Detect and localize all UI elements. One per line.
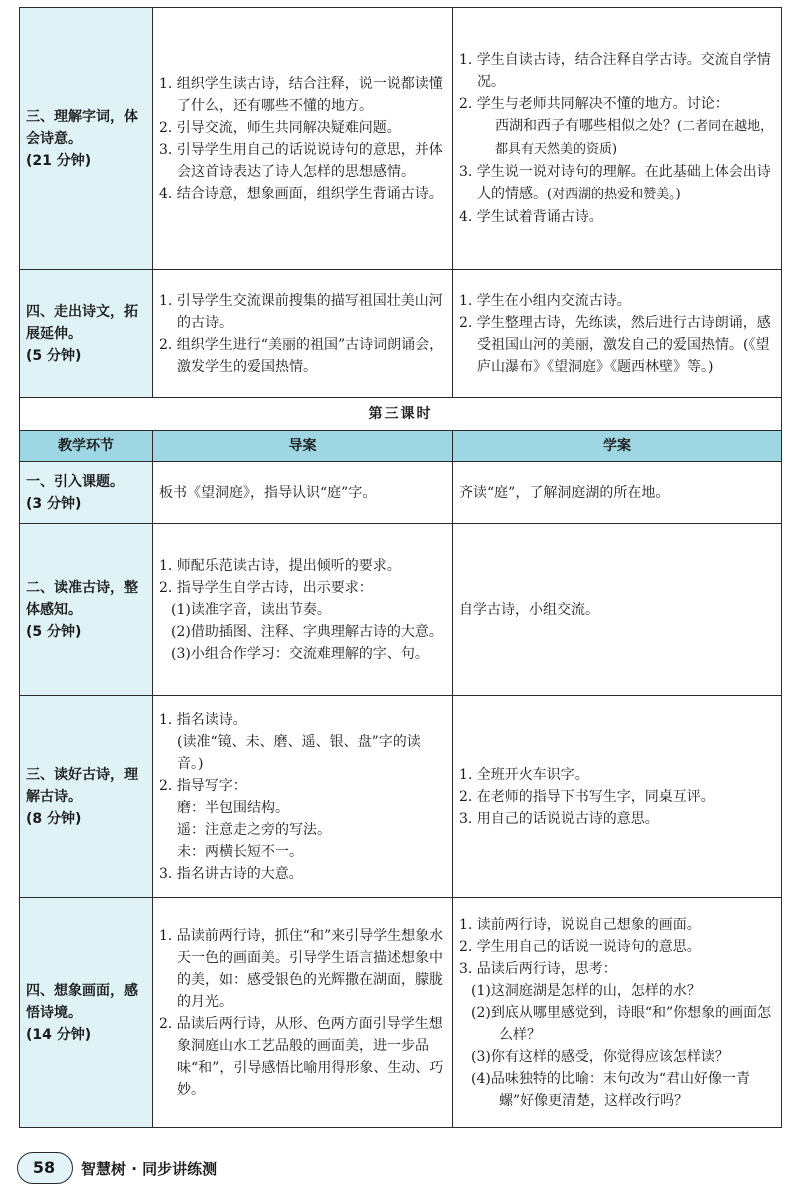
guide-item: 2. 品读后两行诗，从形、色两方面引导学生想象洞庭山水工艺品般的画面美，进一步品味“和”，引导感悟比喻用得形象、生动、巧妙。 (159, 1015, 444, 1098)
guide-char: 未：两横长短不一。 (177, 843, 303, 860)
guide-cell (153, 8, 453, 270)
study-cell (453, 696, 782, 898)
stage-title: 二、读准古诗，整 (26, 579, 138, 596)
table-row (20, 898, 782, 1128)
guide-item: 1. 品读前两行诗，抓住“和”来引导学生想象水天一色的画面美。引导学生语言描述想象中的美，如：感受银色的光辉撒在湖面，朦胧的月光。 (159, 927, 444, 1010)
study-item: 2. 学生与老师共同解决不懂的地方。讨论： (459, 96, 729, 112)
study-item: 3. 用自己的话说说古诗的意思。 (459, 810, 659, 827)
study-cell (453, 462, 782, 524)
header-stage: 教学环节 (20, 431, 153, 462)
stage-cell (20, 898, 153, 1128)
study-item: 3. 学生说一说对诗句的理解。在此基础上体会出诗人的情感。(对西湖的热爱和赞美。) (459, 164, 771, 202)
study-item: 1. 全班开火车识字。 (459, 766, 589, 783)
study-item: 2. 在老师的指导下书写生字，同桌互评。 (459, 788, 715, 805)
guide-cell (153, 898, 453, 1128)
guide-item: 2. 组织学生进行“美丽的祖国”古诗词朗诵会，激发学生的爱国热情。 (159, 336, 444, 375)
header-guide: 导案 (153, 431, 453, 462)
stage-cell (20, 270, 153, 398)
guide-cell (153, 524, 453, 696)
guide-item: 2. 指导写字： (159, 777, 247, 794)
study-subitem: (3)你有这样的感受，你觉得应该怎样读？ (471, 1048, 729, 1065)
guide-item: 3. 引导学生用自己的话说说诗句的意思，并体会这首诗表达了诗人怎样的思想感情。 (159, 141, 443, 180)
study-note: (二者同在越地，都具有天然美的资质) (495, 119, 774, 157)
study-cell (453, 270, 782, 398)
study-note: (对西湖的热爱和赞美。) (547, 187, 681, 202)
study-cell (453, 898, 782, 1128)
guide-item: 1. 指名读诗。 (159, 711, 247, 728)
stage-title: 体感知。 (26, 601, 82, 618)
guide-item: 1. 组织学生读古诗，结合注释，说一说都读懂了什么，还有哪些不懂的地方。 (159, 75, 443, 114)
table-row (20, 8, 782, 270)
guide-char: 遥：注意走之旁的写法。 (177, 821, 331, 838)
page-number: 58 (32, 1158, 56, 1177)
guide-item: 2. 指导学生自学古诗，出示要求： (159, 579, 373, 596)
study-cell (453, 524, 782, 696)
guide-subitem: (2)借助插图、注释、字典理解古诗的大意。 (171, 623, 443, 640)
header-study: 学案 (453, 431, 782, 462)
guide-char: 磨：半包围结构。 (177, 799, 289, 816)
stage-duration: (3 分钟) (26, 495, 82, 512)
stage-title: 四、走出诗文，拓 (26, 303, 138, 320)
study-item: 1. 读前两行诗，说说自己想象的画面。 (459, 916, 701, 933)
study-subitem: (4)品味独特的比喻：末句改为“君山好像一青螺”好像更清楚，这样改行吗？ (471, 1070, 750, 1109)
study-item: 2. 学生整理古诗，先练读，然后进行古诗朗诵，感受祖国山河的美丽，激发自己的爱国热情。(《望庐山瀑布》《望洞庭》《题西林壁》等。) (459, 314, 771, 375)
stage-title: 三、理解字词，体 (26, 108, 138, 125)
stage-cell (20, 524, 153, 696)
stage-cell (20, 8, 153, 270)
stage-duration: (5 分钟) (26, 623, 82, 640)
stage-title: 会诗意。 (26, 130, 82, 147)
table-row (20, 462, 782, 524)
guide-subitem: (1)读准字音，读出节奏。 (171, 601, 331, 618)
stage-title: 三、读好古诗，理 (26, 766, 138, 783)
session-row (20, 398, 782, 431)
stage-title: 展延伸。 (26, 325, 82, 342)
lesson-plan-table (19, 7, 782, 1128)
stage-duration: (8 分钟) (26, 810, 82, 827)
stage-title: 四、想象画面，感 (26, 982, 138, 999)
study-item: 1. 学生自读古诗，结合注释自学古诗。交流自学情况。 (459, 52, 771, 90)
table-header (20, 431, 782, 462)
guide-item: 板书《望洞庭》，指导认识“庭”字。 (159, 484, 377, 501)
study-item: 1. 学生在小组内交流古诗。 (459, 292, 631, 309)
stage-duration: (5 分钟) (26, 347, 82, 364)
table-row (20, 696, 782, 898)
guide-cell (153, 462, 453, 524)
guide-subitem: (3)小组合作学习：交流难理解的字、句。 (171, 645, 429, 662)
table-row (20, 270, 782, 398)
study-item: 3. 品读后两行诗，思考： (459, 960, 617, 977)
guide-item: 2. 引导交流，师生共同解决疑难问题。 (159, 119, 401, 136)
table-row (20, 524, 782, 696)
guide-cell (153, 696, 453, 898)
study-cell (453, 8, 782, 270)
guide-item: 1. 引导学生交流课前搜集的描写祖国壮美山河的古诗。 (159, 292, 443, 331)
study-item: 齐读“庭”，了解洞庭湖的所在地。 (459, 484, 670, 501)
guide-item: 1. 师配乐范读古诗，提出倾听的要求。 (159, 557, 401, 574)
guide-note: (读准“镜、未、磨、遥、银、盘”字的读音。) (177, 733, 421, 772)
stage-title: 解古诗。 (26, 788, 82, 805)
guide-item: 4. 结合诗意，想象画面，组织学生背诵古诗。 (159, 185, 443, 202)
page-footer (17, 1150, 317, 1186)
stage-cell (20, 696, 153, 898)
stage-duration: (21 分钟) (26, 152, 92, 169)
session-title: 第三课时 (20, 398, 782, 431)
stage-duration: (14 分钟) (26, 1026, 92, 1043)
study-subitem: (1)这洞庭湖是怎样的山，怎样的水？ (471, 982, 701, 999)
stage-title: 一、引入课题。 (26, 473, 124, 490)
study-subitem: (2)到底从哪里感觉到，诗眼“和”你想象的画面怎么样？ (471, 1004, 772, 1043)
study-item: 自学古诗，小组交流。 (459, 601, 599, 618)
study-question: 西湖和西子有哪些相似之处？(二者同在越地，都具有天然美的资质) (495, 118, 774, 157)
footer-series-title: 智慧树 · 同步讲练测 (81, 1160, 218, 1178)
guide-cell (153, 270, 453, 398)
study-item: 2. 学生用自己的话说一说诗句的意思。 (459, 938, 701, 955)
guide-item: 3. 指名讲古诗的大意。 (159, 865, 303, 882)
stage-title: 悟诗境。 (26, 1004, 82, 1021)
stage-cell (20, 462, 153, 524)
study-item: 4. 学生试着背诵古诗。 (459, 209, 603, 225)
